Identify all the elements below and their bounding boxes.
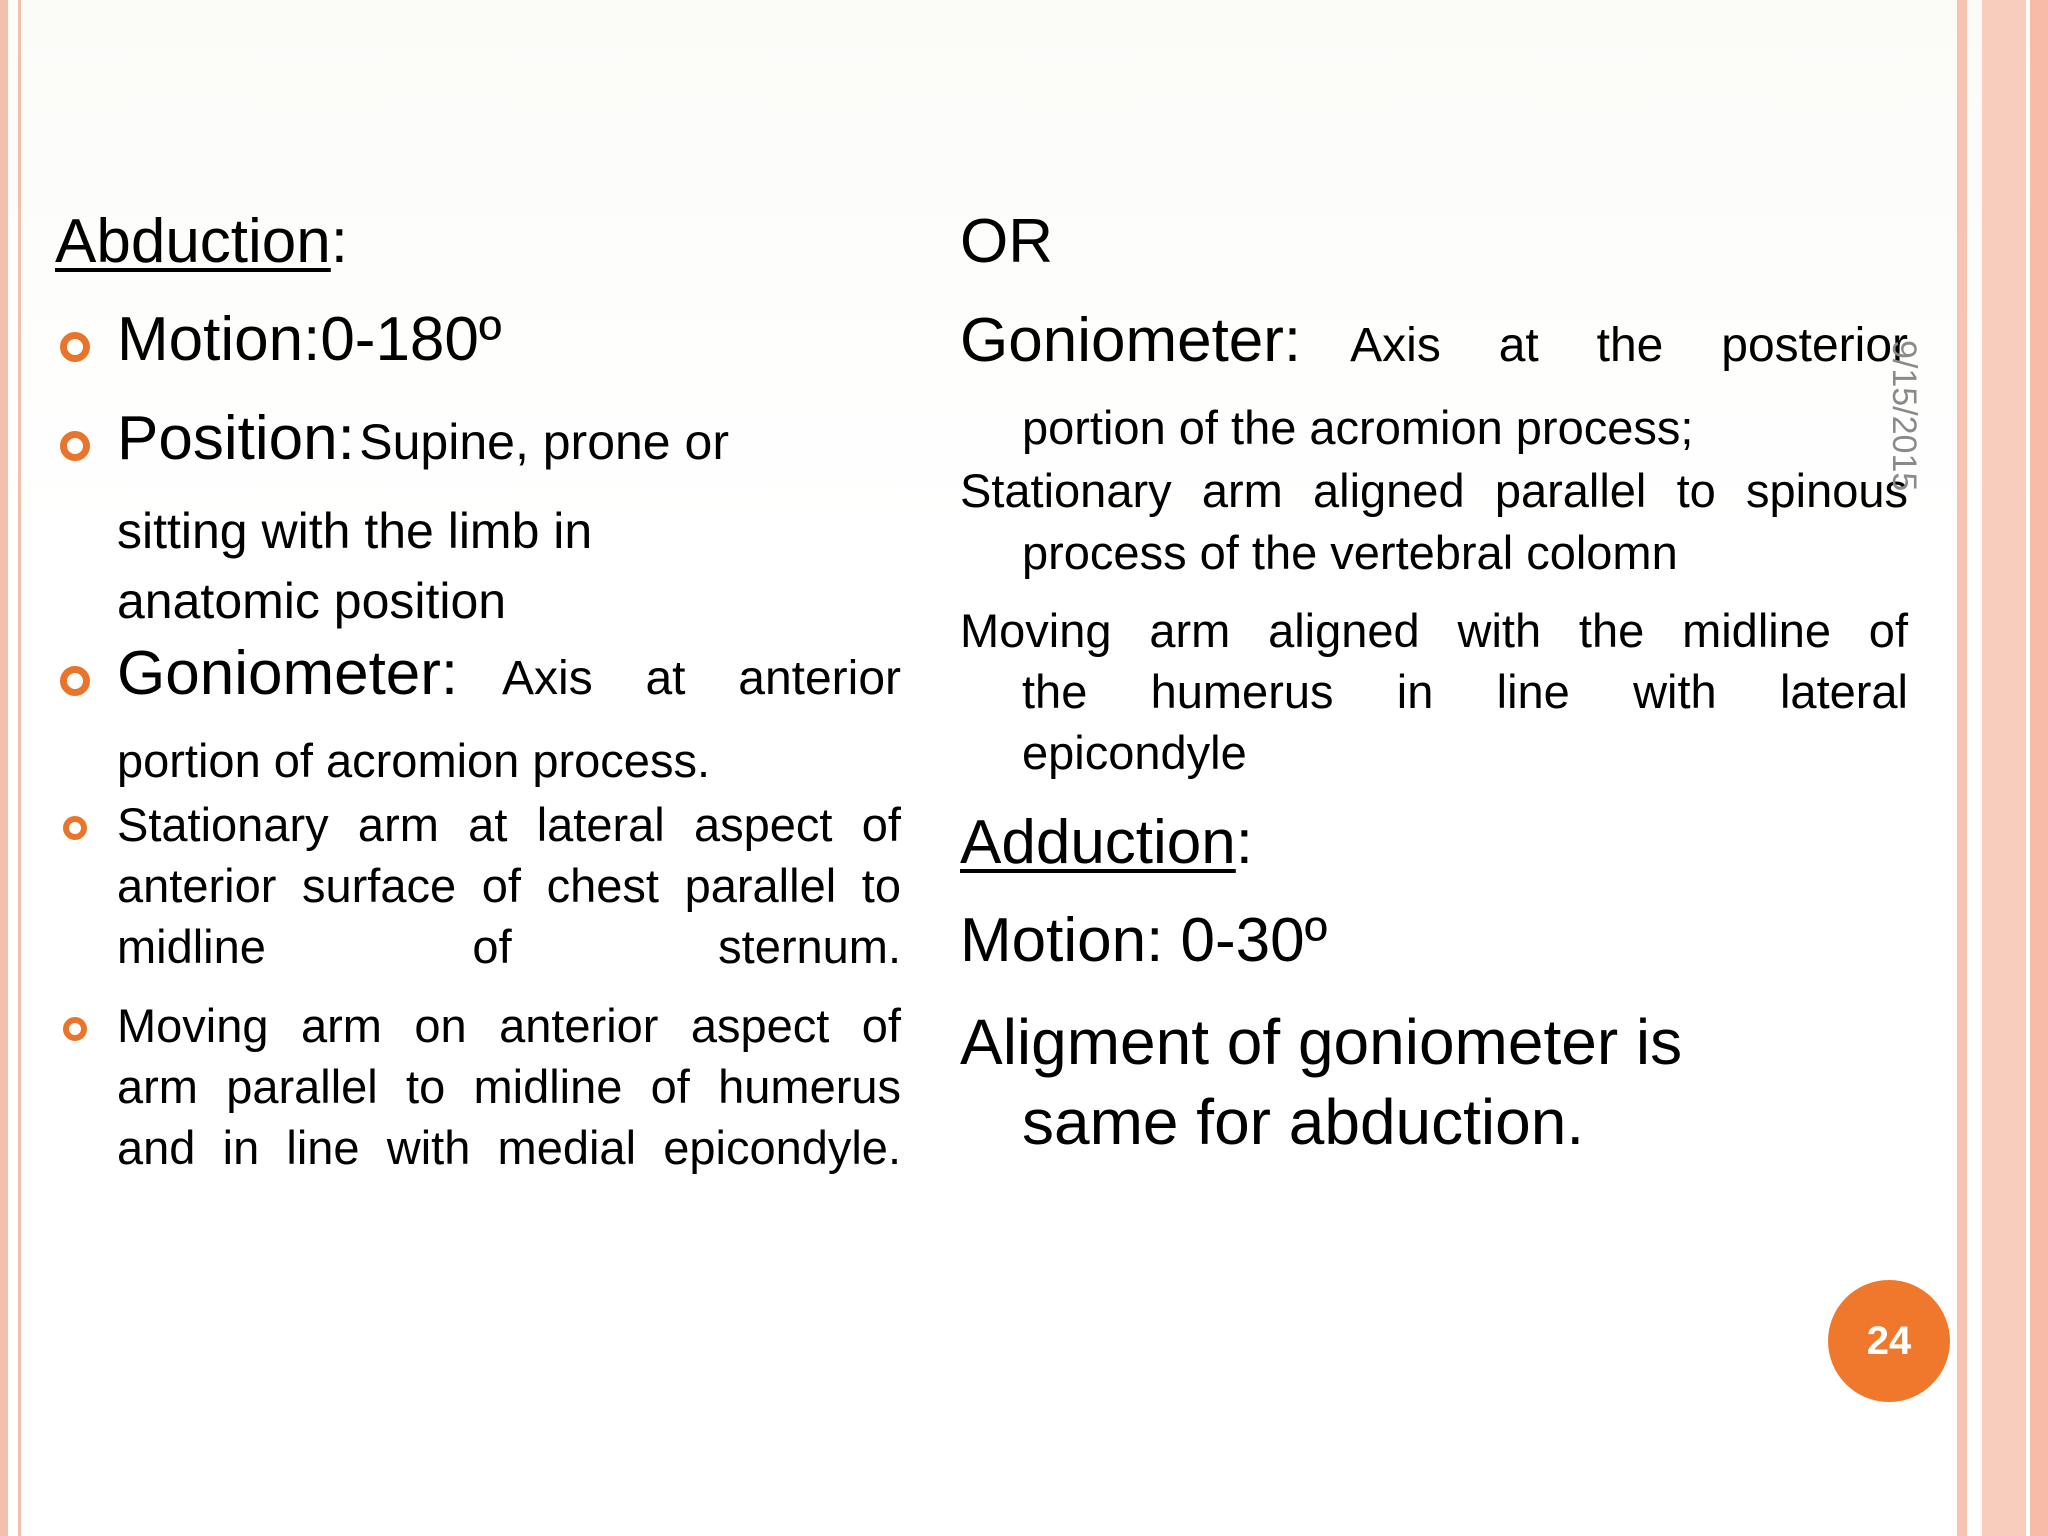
right-moving-block: Moving arm aligned with the midline of the humerus in line with lateral epicondyle bbox=[960, 604, 1908, 779]
bullet-icon bbox=[63, 1017, 87, 1041]
right-stationary-block: Stationary arm aligned parallel to spinous process of the vertebral colomn bbox=[960, 464, 1908, 579]
right-goniometer-block: Goniometer: Axis at the posterior portion of the acromion process; bbox=[960, 306, 1908, 454]
slide-date: 9/15/2015 bbox=[1885, 340, 1923, 492]
stationary-arm-text: Stationary arm at lateral aspect of anterior surface of chest parallel to midline of sternum. bbox=[117, 798, 901, 973]
position-text: Position: Supine, prone or sitting with the limb in anatomic position bbox=[117, 404, 729, 629]
bullet-icon bbox=[60, 332, 90, 362]
motion-text: Motion:0-180º bbox=[117, 305, 502, 374]
right-border-stripe bbox=[1957, 0, 1967, 1536]
alignment-note: Aligment of goniometer is same for abduction. bbox=[960, 1006, 1683, 1158]
page-number-badge: 24 bbox=[1828, 1280, 1950, 1402]
or-heading: OR bbox=[960, 207, 1053, 276]
left-border-line bbox=[18, 0, 21, 1536]
moving-arm-text: Moving arm on anterior aspect of arm parallel to midline of humerus and in line with medial epicondyle. bbox=[117, 999, 901, 1174]
right-border-edge bbox=[2030, 0, 2048, 1536]
bullet-icon bbox=[63, 816, 87, 840]
abduction-heading: Abduction: bbox=[55, 207, 348, 276]
goniometer-text: Goniometer: Axis at anterior portion of acromion process. bbox=[117, 639, 901, 787]
adduction-motion: Motion: 0-30º bbox=[960, 906, 1328, 975]
adduction-heading: Adduction: bbox=[960, 808, 1253, 877]
left-border-stripe bbox=[0, 0, 8, 1536]
bullet-icon bbox=[60, 431, 90, 461]
bullet-icon bbox=[60, 666, 90, 696]
right-border-band bbox=[1982, 0, 2026, 1536]
